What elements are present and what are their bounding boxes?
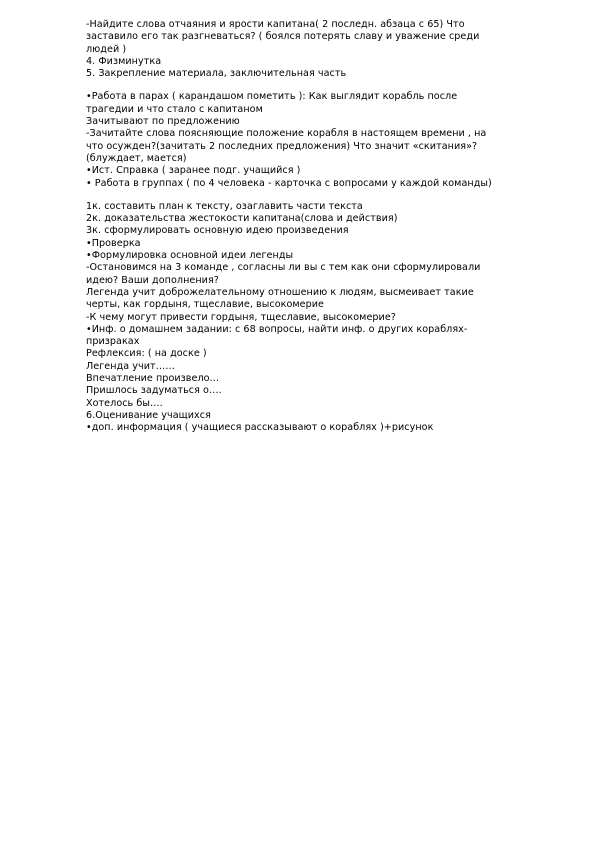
text-line: -К чему могут привести гордыня, тщеславие, высокомерие? [86,311,396,323]
text-line: Легенда учит доброжелательному отношению к людям, высмеивает такие [86,286,474,298]
text-line: -Найдите слова отчаяния и ярости капитана( 2 последн. абзаца с 65) Что [86,19,465,30]
bullet-line: •Формулировка основной идеи легенды [86,250,294,262]
text-line: Легенда учит…… [86,360,175,372]
text-block-activities [86,91,556,189]
paragraph-gap [86,80,556,91]
bullet-line: •Работа в парах ( карандашом пометить ): Как выглядит корабль после [86,91,458,103]
team-task-line: 3к. сформулировать основную идею произведения [86,225,349,237]
text-line: Рефлексия: ( на доске ) [86,348,207,360]
text-line: Пришлось задуматься о…. [86,385,222,397]
text-line: черты, как гордыня, тщеславие, высокомерие [86,299,324,311]
bullet-line: •Инф. о домашнем задании: с 68 вопросы, найти инф. о других кораблях- [86,323,468,335]
text-line: Впечатление произвело… [86,373,220,385]
bullet-line: •доп. информация ( учащиеся рассказывают о кораблях )+рисунок [86,422,434,434]
section-heading: 6.Оценивание учащихся [86,409,211,421]
text-line: заставило его так разгневаться? ( боялся потерять славу и уважение среди [86,31,480,43]
text-line: идею? Ваши дополнения? [86,274,219,286]
text-line: призраках [86,336,140,348]
bullet-line: • Работа в группах ( по 4 человека - карточка с вопросами у каждой команды) [86,177,492,189]
text-line: Зачитывают по предложению [86,116,240,128]
text-line: -Остановимся на 3 команде , согласны ли вы с тем как они сформулировали [86,262,481,274]
text-block-intro [86,19,556,80]
paragraph-gap [86,190,556,201]
text-line: трагедии и что стало с капитаном [86,103,263,115]
text-line: что осужден?(зачитать 2 последних предложения) Что значит «скитания»? [86,140,478,152]
section-heading: 5. Закрепление материала, заключительная часть [86,68,347,80]
team-task-line: 2к. доказательства жестокости капитана(слова и действия) [86,213,398,225]
section-heading: 4. Физминутка [86,55,162,67]
bullet-line: •Проверка [86,237,141,249]
text-line: -Зачитайте слова поясняющие положение корабля в настоящем времени , на [86,128,487,140]
text-line: людей ) [86,43,127,55]
text-block-groups [86,201,556,435]
team-task-line: 1к. составить план к тексту, озаглавить части текста [86,200,363,212]
bullet-line: •Ист. Справка ( заранее подг. учащийся ) [86,165,301,177]
text-line: Хотелось бы…. [86,397,163,409]
document-page [86,19,556,435]
text-line: (блуждает, мается) [86,152,187,164]
